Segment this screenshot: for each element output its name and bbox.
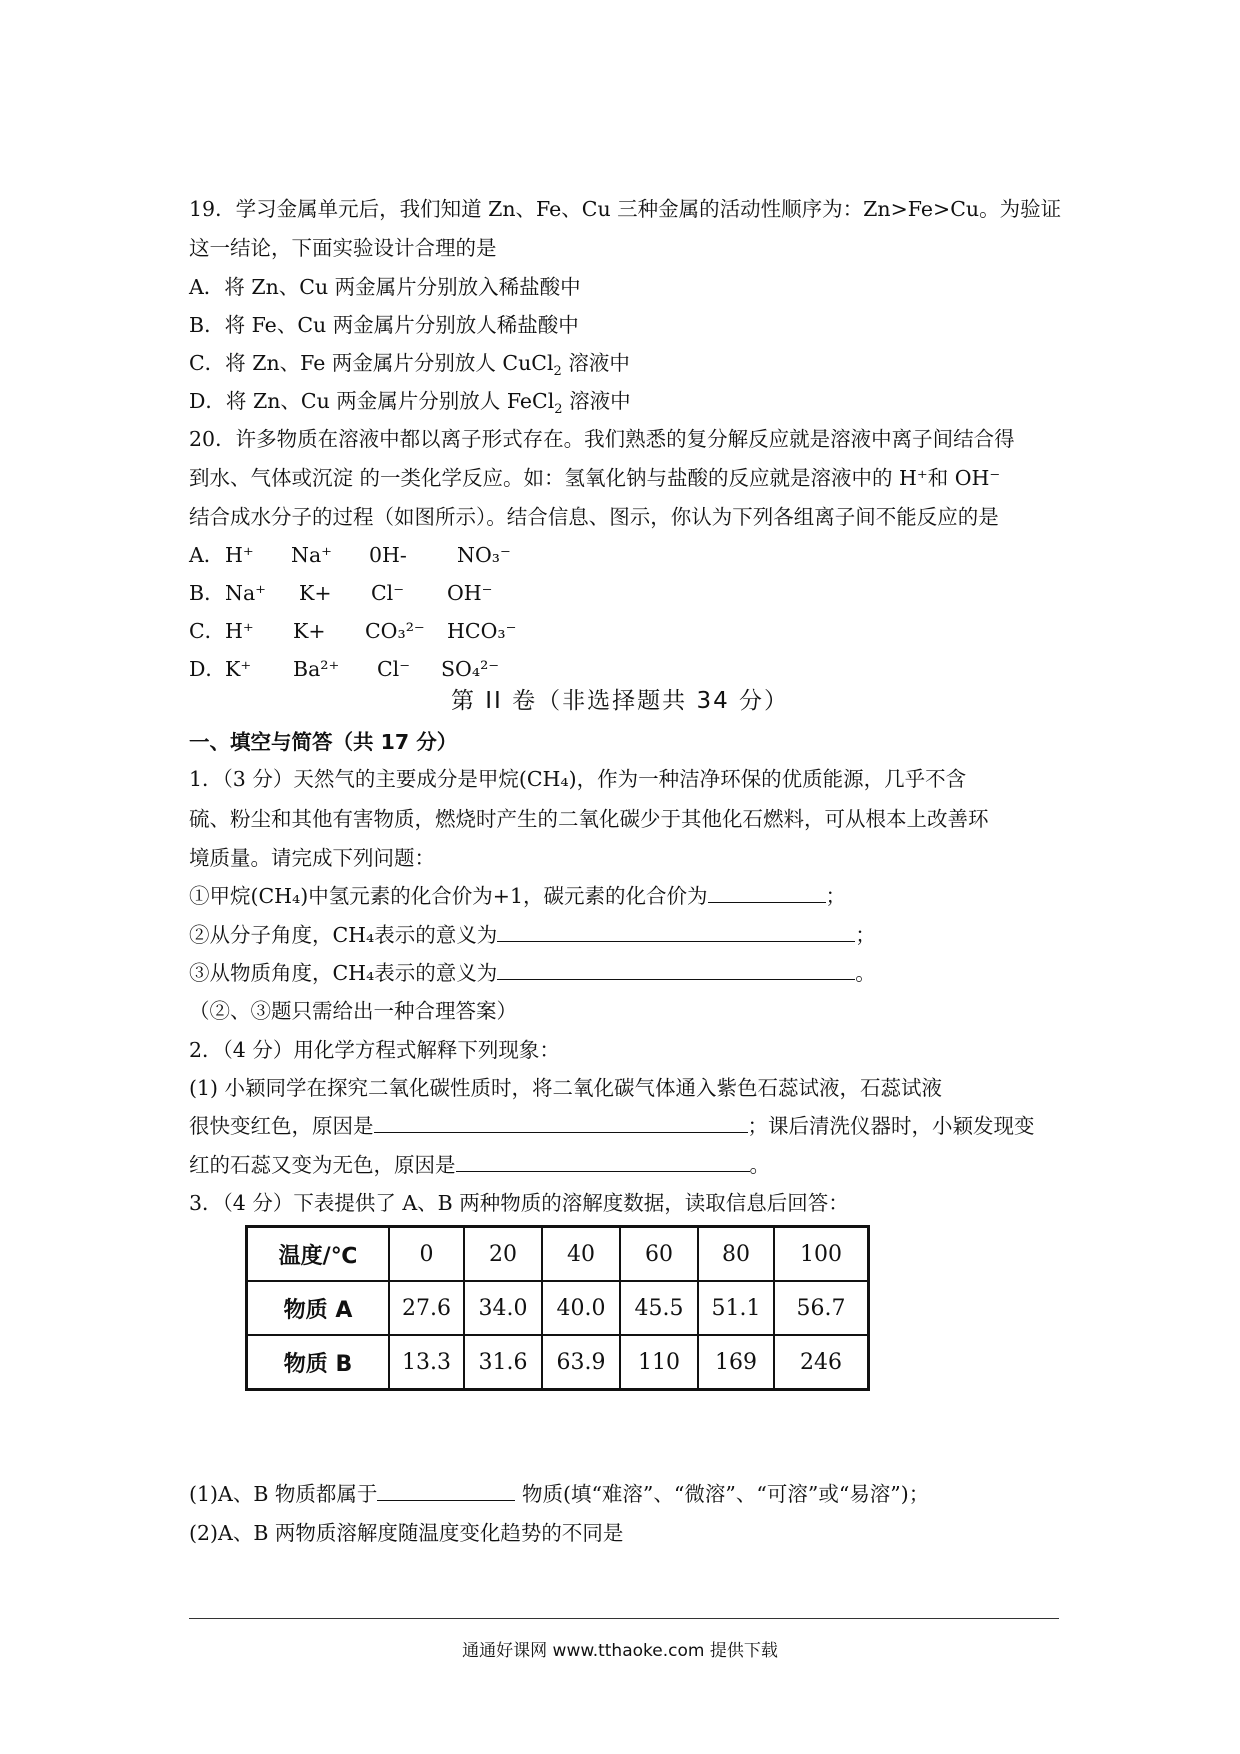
fill-q3-sub-1: [189, 1479, 1060, 1509]
answer-blank[interactable]: [497, 921, 855, 942]
fill-q2-line-3-tail: ；课后清洗仪器时，小颖发现变: [747, 1114, 1035, 1138]
q19-option-b: B．将 Fe、Cu 两金属片分别放人稀盐酸中: [189, 313, 579, 337]
fill-q1-sub-3-text: ③从物质角度，CH₄表示的意义为: [189, 961, 498, 985]
table-cell: 246: [774, 1335, 869, 1390]
ion: K⁺: [225, 657, 252, 681]
q20-stem-line-3: 结合成水分子的过程（如图所示）。结合信息、图示，你认为下列各组离子间不能反应的是: [189, 505, 999, 529]
table-header-cell: 100: [774, 1227, 869, 1282]
fill-q1-sub-2-end: ；: [855, 923, 876, 947]
fill-q2-line-3-text: 很快变红色，原因是: [189, 1114, 374, 1138]
q19-option-a: A．将 Zn、Cu 两金属片分别放入稀盐酸中: [189, 275, 581, 299]
fill-q2-line-4-tail: 。: [749, 1153, 770, 1177]
q20-option-b: [189, 578, 1060, 608]
ion: Cl⁻: [371, 581, 405, 605]
ion: H⁺: [225, 619, 254, 643]
table-cell: 13.3: [389, 1335, 464, 1390]
q19-option-c-subscript: 2: [553, 364, 562, 380]
fill-q1-line-3: 境质量。请完成下列问题：: [189, 846, 435, 870]
table-header-row: [247, 1227, 869, 1282]
table-cell: 110: [620, 1335, 698, 1390]
answer-blank[interactable]: [456, 1151, 750, 1172]
solubility-table: [245, 1225, 870, 1391]
answer-blank[interactable]: [374, 1112, 748, 1133]
table-header-cell: 40: [542, 1227, 620, 1282]
footer-divider: [189, 1618, 1059, 1619]
fill-q1-line-2: 硫、粉尘和其他有害物质，燃烧时产生的二氧化碳少于其他化石燃料，可从根本上改善环: [189, 807, 989, 831]
fill-q2-line-4-text: 红的石蕊又变为无色，原因是: [189, 1153, 456, 1177]
fill-q3-line-1: 3．（4 分）下表提供了 A、B 两种物质的溶解度数据，读取信息后回答：: [189, 1191, 849, 1215]
fill-q2-line-2: (1) 小颖同学在探究二氧化碳性质时，将二氧化碳气体通入紫色石蕊试液，石蕊试液: [189, 1076, 943, 1100]
part-two-title: 第 II 卷（非选择题共 34 分）: [450, 688, 790, 714]
table-header-cell: 温度/℃: [247, 1227, 390, 1282]
ion: SO₄²⁻: [441, 657, 500, 681]
fill-q1-sub-2: [189, 920, 1060, 950]
fill-q2-line-3: [189, 1111, 1060, 1141]
page-footer: 通通好课网 www.tthaoke.com 提供下载: [462, 1641, 778, 1661]
table-cell: 51.1: [698, 1281, 774, 1335]
ion: Na⁺: [225, 581, 266, 605]
table-cell: 56.7: [774, 1281, 869, 1335]
ion: H⁺: [225, 543, 254, 567]
table-row: [247, 1281, 869, 1335]
fill-q1-line-1: 1．（3 分）天然气的主要成分是甲烷(CH₄)，作为一种洁净环保的优质能源，几乎不含: [189, 767, 967, 791]
q19-stem-line-2: 这一结论，下面实验设计合理的是: [189, 236, 497, 260]
table-cell: 27.6: [389, 1281, 464, 1335]
q19-option-d-text: D．将 Zn、Cu 两金属片分别放人 FeCl: [189, 389, 555, 413]
table-header-cell: 60: [620, 1227, 698, 1282]
q19-option-d-tail: 溶液中: [562, 389, 631, 413]
fill-q2-line-1: 2．（4 分）用化学方程式解释下列现象：: [189, 1038, 560, 1062]
ion: K+: [293, 619, 326, 643]
fill-q3-sub-1-tail: 物质(填“难溶”、“微溶”、“可溶”或“易溶”)；: [515, 1482, 930, 1506]
q20-option-label: D．: [189, 657, 226, 681]
ion: 0H-: [369, 543, 407, 567]
table-cell: 物质 B: [247, 1335, 390, 1390]
table-cell: 40.0: [542, 1281, 620, 1335]
q20-stem-line-1: 20．许多物质在溶液中都以离子形式存在。我们熟悉的复分解反应就是溶液中离子间结合得: [189, 427, 1015, 451]
q20-option-label: B．: [189, 581, 225, 605]
q20-stem-line-2: 到水、气体或沉淀 的一类化学反应。如：氢氧化钠与盐酸的反应就是溶液中的 H⁺和 OH⁻: [189, 466, 1001, 490]
table-cell: 31.6: [464, 1335, 542, 1390]
fill-q2-line-4: [189, 1150, 1060, 1180]
ion: Na⁺: [291, 543, 332, 567]
table-header-cell: 20: [464, 1227, 542, 1282]
fill-q1-sub-1-end: ；: [825, 884, 846, 908]
q20-option-label: A．: [189, 543, 225, 567]
fill-q1-sub-3-end: 。: [855, 961, 876, 985]
table-cell: 45.5: [620, 1281, 698, 1335]
answer-blank[interactable]: [497, 959, 855, 980]
q19-option-c-text: C．将 Zn、Fe 两金属片分别放人 CuCl: [189, 351, 554, 375]
fill-q1-sub-1: [189, 881, 1060, 911]
ion: K+: [299, 581, 332, 605]
q20-option-label: C．: [189, 619, 226, 643]
ion: CO₃²⁻: [365, 619, 425, 643]
fill-q3-sub-2: (2)A、B 两物质溶解度随温度变化趋势的不同是: [189, 1521, 624, 1545]
table-header-cell: 80: [698, 1227, 774, 1282]
q19-option-d: [189, 386, 1060, 416]
q20-option-c: [189, 616, 1060, 646]
section-heading: 一、填空与简答（共 17 分）: [189, 730, 458, 754]
ion: Cl⁻: [377, 657, 411, 681]
ion: Ba²⁺: [293, 657, 340, 681]
ion: OH⁻: [447, 581, 493, 605]
q20-option-a: [189, 540, 1060, 570]
table-cell: 物质 A: [247, 1281, 390, 1335]
fill-q3-sub-1-text: (1)A、B 物质都属于: [189, 1482, 378, 1506]
q20-option-d: [189, 654, 1060, 684]
answer-blank[interactable]: [377, 1480, 515, 1501]
table-cell: 169: [698, 1335, 774, 1390]
fill-q1-sub-3: [189, 958, 1060, 988]
q19-stem-line-1: 19．学习金属单元后，我们知道 Zn、Fe、Cu 三种金属的活动性顺序为：Zn>Fe>Cu。为验证: [189, 197, 1062, 221]
q19-option-c: [189, 348, 1060, 378]
table-row: [247, 1335, 869, 1390]
q19-option-c-tail: 溶液中: [561, 351, 630, 375]
answer-blank[interactable]: [708, 882, 826, 903]
fill-q1-note: （②、③题只需给出一种合理答案）: [189, 999, 517, 1023]
ion: NO₃⁻: [457, 543, 511, 567]
fill-q1-sub-2-text: ②从分子角度，CH₄表示的意义为: [189, 923, 498, 947]
table-cell: 34.0: [464, 1281, 542, 1335]
fill-q1-sub-1-text: ①甲烷(CH₄)中氢元素的化合价为+1，碳元素的化合价为: [189, 884, 708, 908]
table-header-cell: 0: [389, 1227, 464, 1282]
ion: HCO₃⁻: [447, 619, 517, 643]
table-cell: 63.9: [542, 1335, 620, 1390]
q19-option-d-subscript: 2: [554, 402, 563, 418]
